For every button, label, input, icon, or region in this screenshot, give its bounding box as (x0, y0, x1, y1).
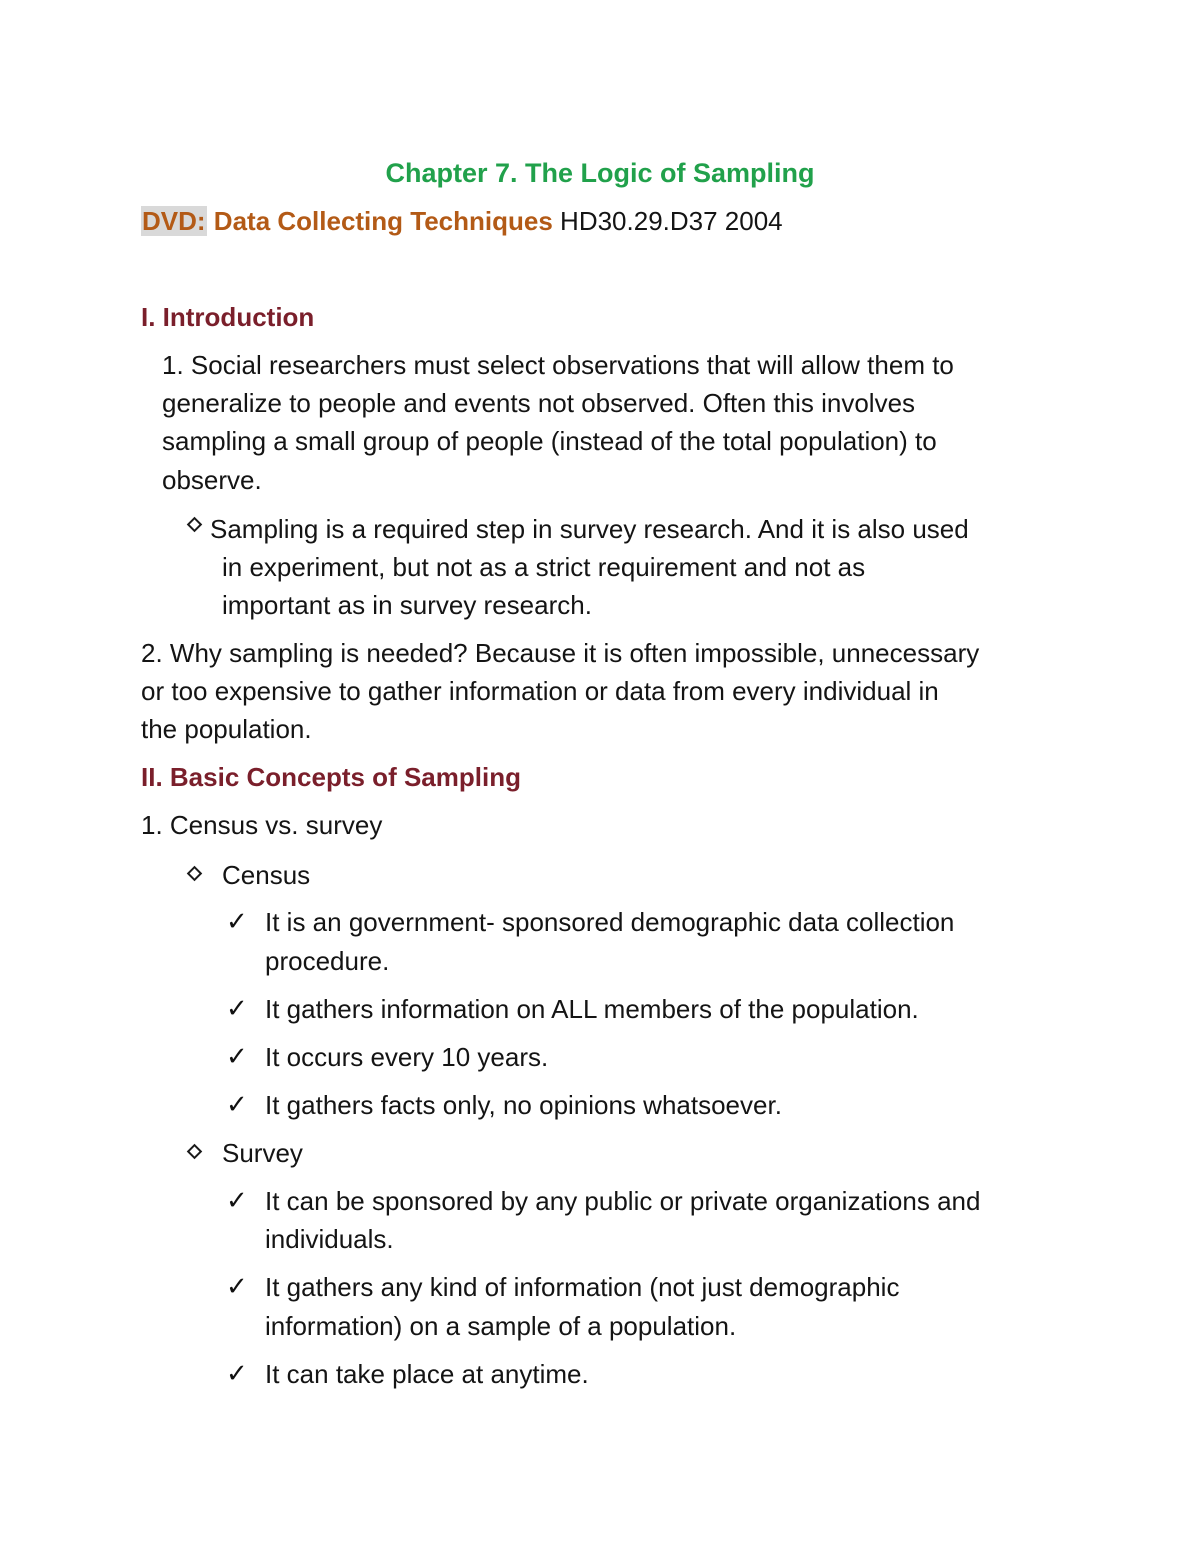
check-line: It occurs every 10 years. (265, 1042, 549, 1072)
section-heading-introduction: I. Introduction (141, 302, 315, 332)
paragraph-line: generalize to people and events not observed. Often this involves (162, 388, 916, 418)
dvd-line (141, 202, 783, 240)
checkmark-icon: ✓ (226, 1090, 248, 1120)
paragraph-line: observe. (162, 465, 262, 495)
paragraph-line: or too expensive to gather information or data from every individual in (141, 676, 939, 706)
check-line: It can take place at anytime. (265, 1359, 589, 1389)
section-heading-basic-concepts: II. Basic Concepts of Sampling (141, 762, 521, 792)
checkmark-icon: ✓ (226, 1186, 248, 1216)
check-line: It gathers any kind of information (not just demographic (265, 1272, 900, 1302)
paragraph-line: sampling a small group of people (instead of the total population) to (162, 426, 937, 456)
dvd-title: Data Collecting Techniques (213, 206, 553, 236)
check-line: It gathers facts only, no opinions whatsoever. (265, 1090, 782, 1120)
check-line: procedure. (265, 946, 390, 976)
check-line: information) on a sample of a population. (265, 1311, 737, 1341)
check-line: It gathers information on ALL members of the population. (265, 994, 919, 1024)
bullet-line: important as in survey research. (222, 590, 592, 620)
checkmark-icon: ✓ (226, 907, 248, 937)
check-line: It can be sponsored by any public or private organizations and (265, 1186, 981, 1216)
check-line: individuals. (265, 1224, 394, 1254)
checkmark-icon: ✓ (226, 994, 248, 1024)
diamond-bullet-icon (187, 866, 203, 882)
check-line: It is an government- sponsored demographic data collection (265, 907, 955, 937)
diamond-bullet-icon (187, 1144, 203, 1160)
diamond-bullet-icon (187, 517, 203, 533)
checkmark-icon: ✓ (226, 1359, 248, 1389)
chapter-title: Chapter 7. The Logic of Sampling (385, 158, 815, 188)
dvd-label: DVD: (142, 206, 206, 236)
checkmark-icon: ✓ (226, 1042, 248, 1072)
dvd-call-number: HD30.29.D37 2004 (560, 206, 783, 236)
paragraph-line: the population. (141, 714, 312, 744)
bullet-line: in experiment, but not as a strict requirement and not as (222, 552, 866, 582)
survey-label: Survey (222, 1138, 303, 1168)
census-label: Census (222, 860, 311, 890)
list-item: 1. Census vs. survey (141, 810, 383, 840)
bullet-line: Sampling is a required step in survey research. And it is also used (210, 514, 969, 544)
checkmark-icon: ✓ (226, 1272, 248, 1302)
paragraph-line: 1. Social researchers must select observations that will allow them to (162, 350, 954, 380)
paragraph-line: 2. Why sampling is needed? Because it is often impossible, unnecessary (141, 638, 980, 668)
